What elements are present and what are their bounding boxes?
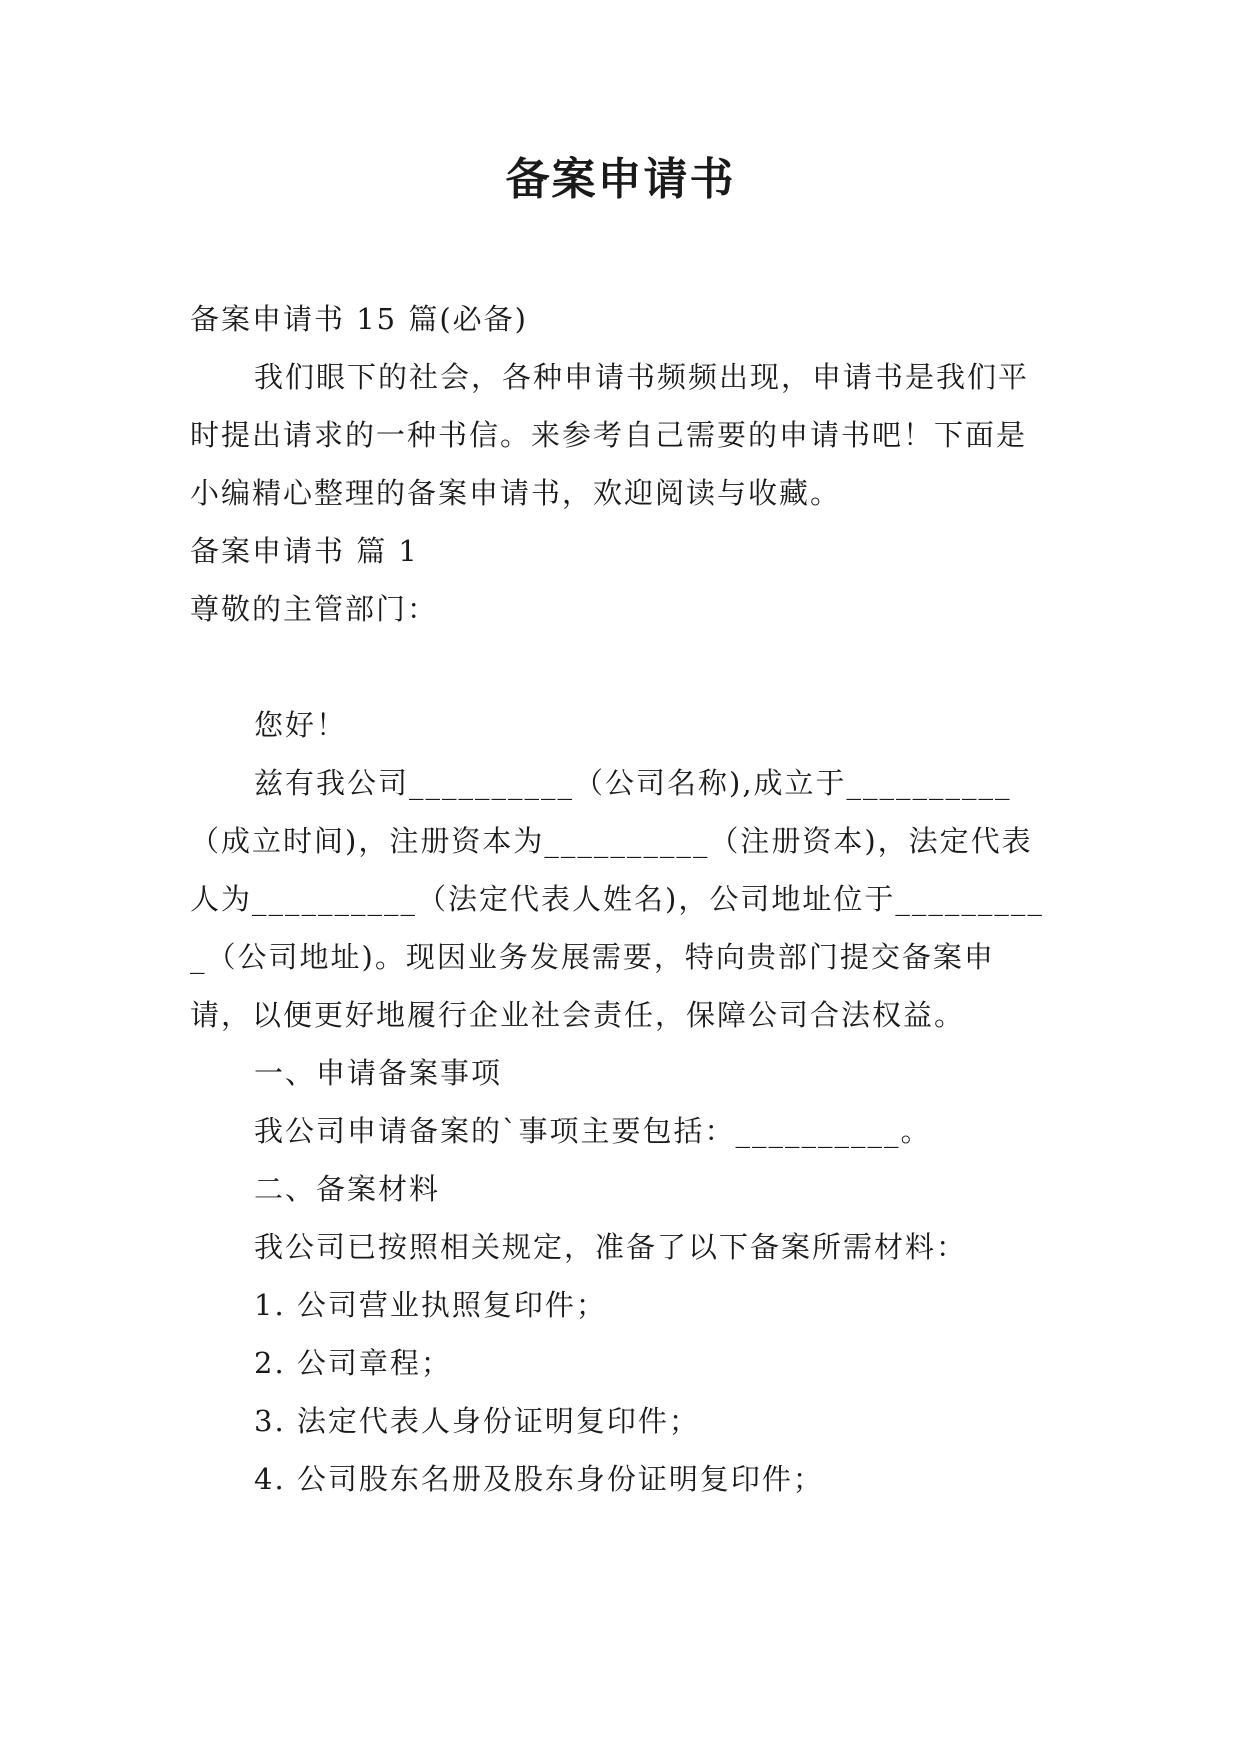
blank-line [190,638,1056,696]
company-info-paragraph: 兹有我公司__________（公司名称),成立于__________（成立时间)，注册资本为__________（注册资本)，法定代表人为__________（法定代表人姓名)，公司地址位于__________（公司地址)。现因业务发展需要，特向贵部门提交备案申请，以便更好地履行企业社会责任，保障公司合法权益。 [190,766,1044,1032]
list-item: 3. 法定代表人身份证明复印件； [254,1404,700,1438]
greeting: 您好！ [254,708,348,742]
section-heading-1: 备案申请书 篇 1 [190,534,419,568]
list-item: 4. 公司股东名册及股东身份证明复印件； [254,1462,824,1496]
heading-filing-items: 一、申请备案事项 [254,1056,503,1090]
list-item: 2. 公司章程； [254,1346,452,1380]
document-title: 备案申请书 [505,154,736,205]
heading-filing-materials: 二、备案材料 [254,1172,441,1206]
materials-intro: 我公司已按照相关规定，准备了以下备案所需材料： [254,1230,968,1264]
list-item: 1. 公司营业执照复印件； [254,1288,607,1322]
intro-paragraph: 我们眼下的社会，各种申请书频频出现，申请书是我们平时提出请求的一种书信。来参考自己需要的申请书吧！下面是小编精心整理的备案申请书，欢迎阅读与收藏。 [190,360,1030,510]
filing-items-text: 我公司申请备案的`事项主要包括：__________。 [254,1114,932,1148]
subtitle-line: 备案申请书 15 篇(必备) [190,302,528,336]
salutation: 尊敬的主管部门： [190,592,439,626]
document-body [190,290,1056,1508]
